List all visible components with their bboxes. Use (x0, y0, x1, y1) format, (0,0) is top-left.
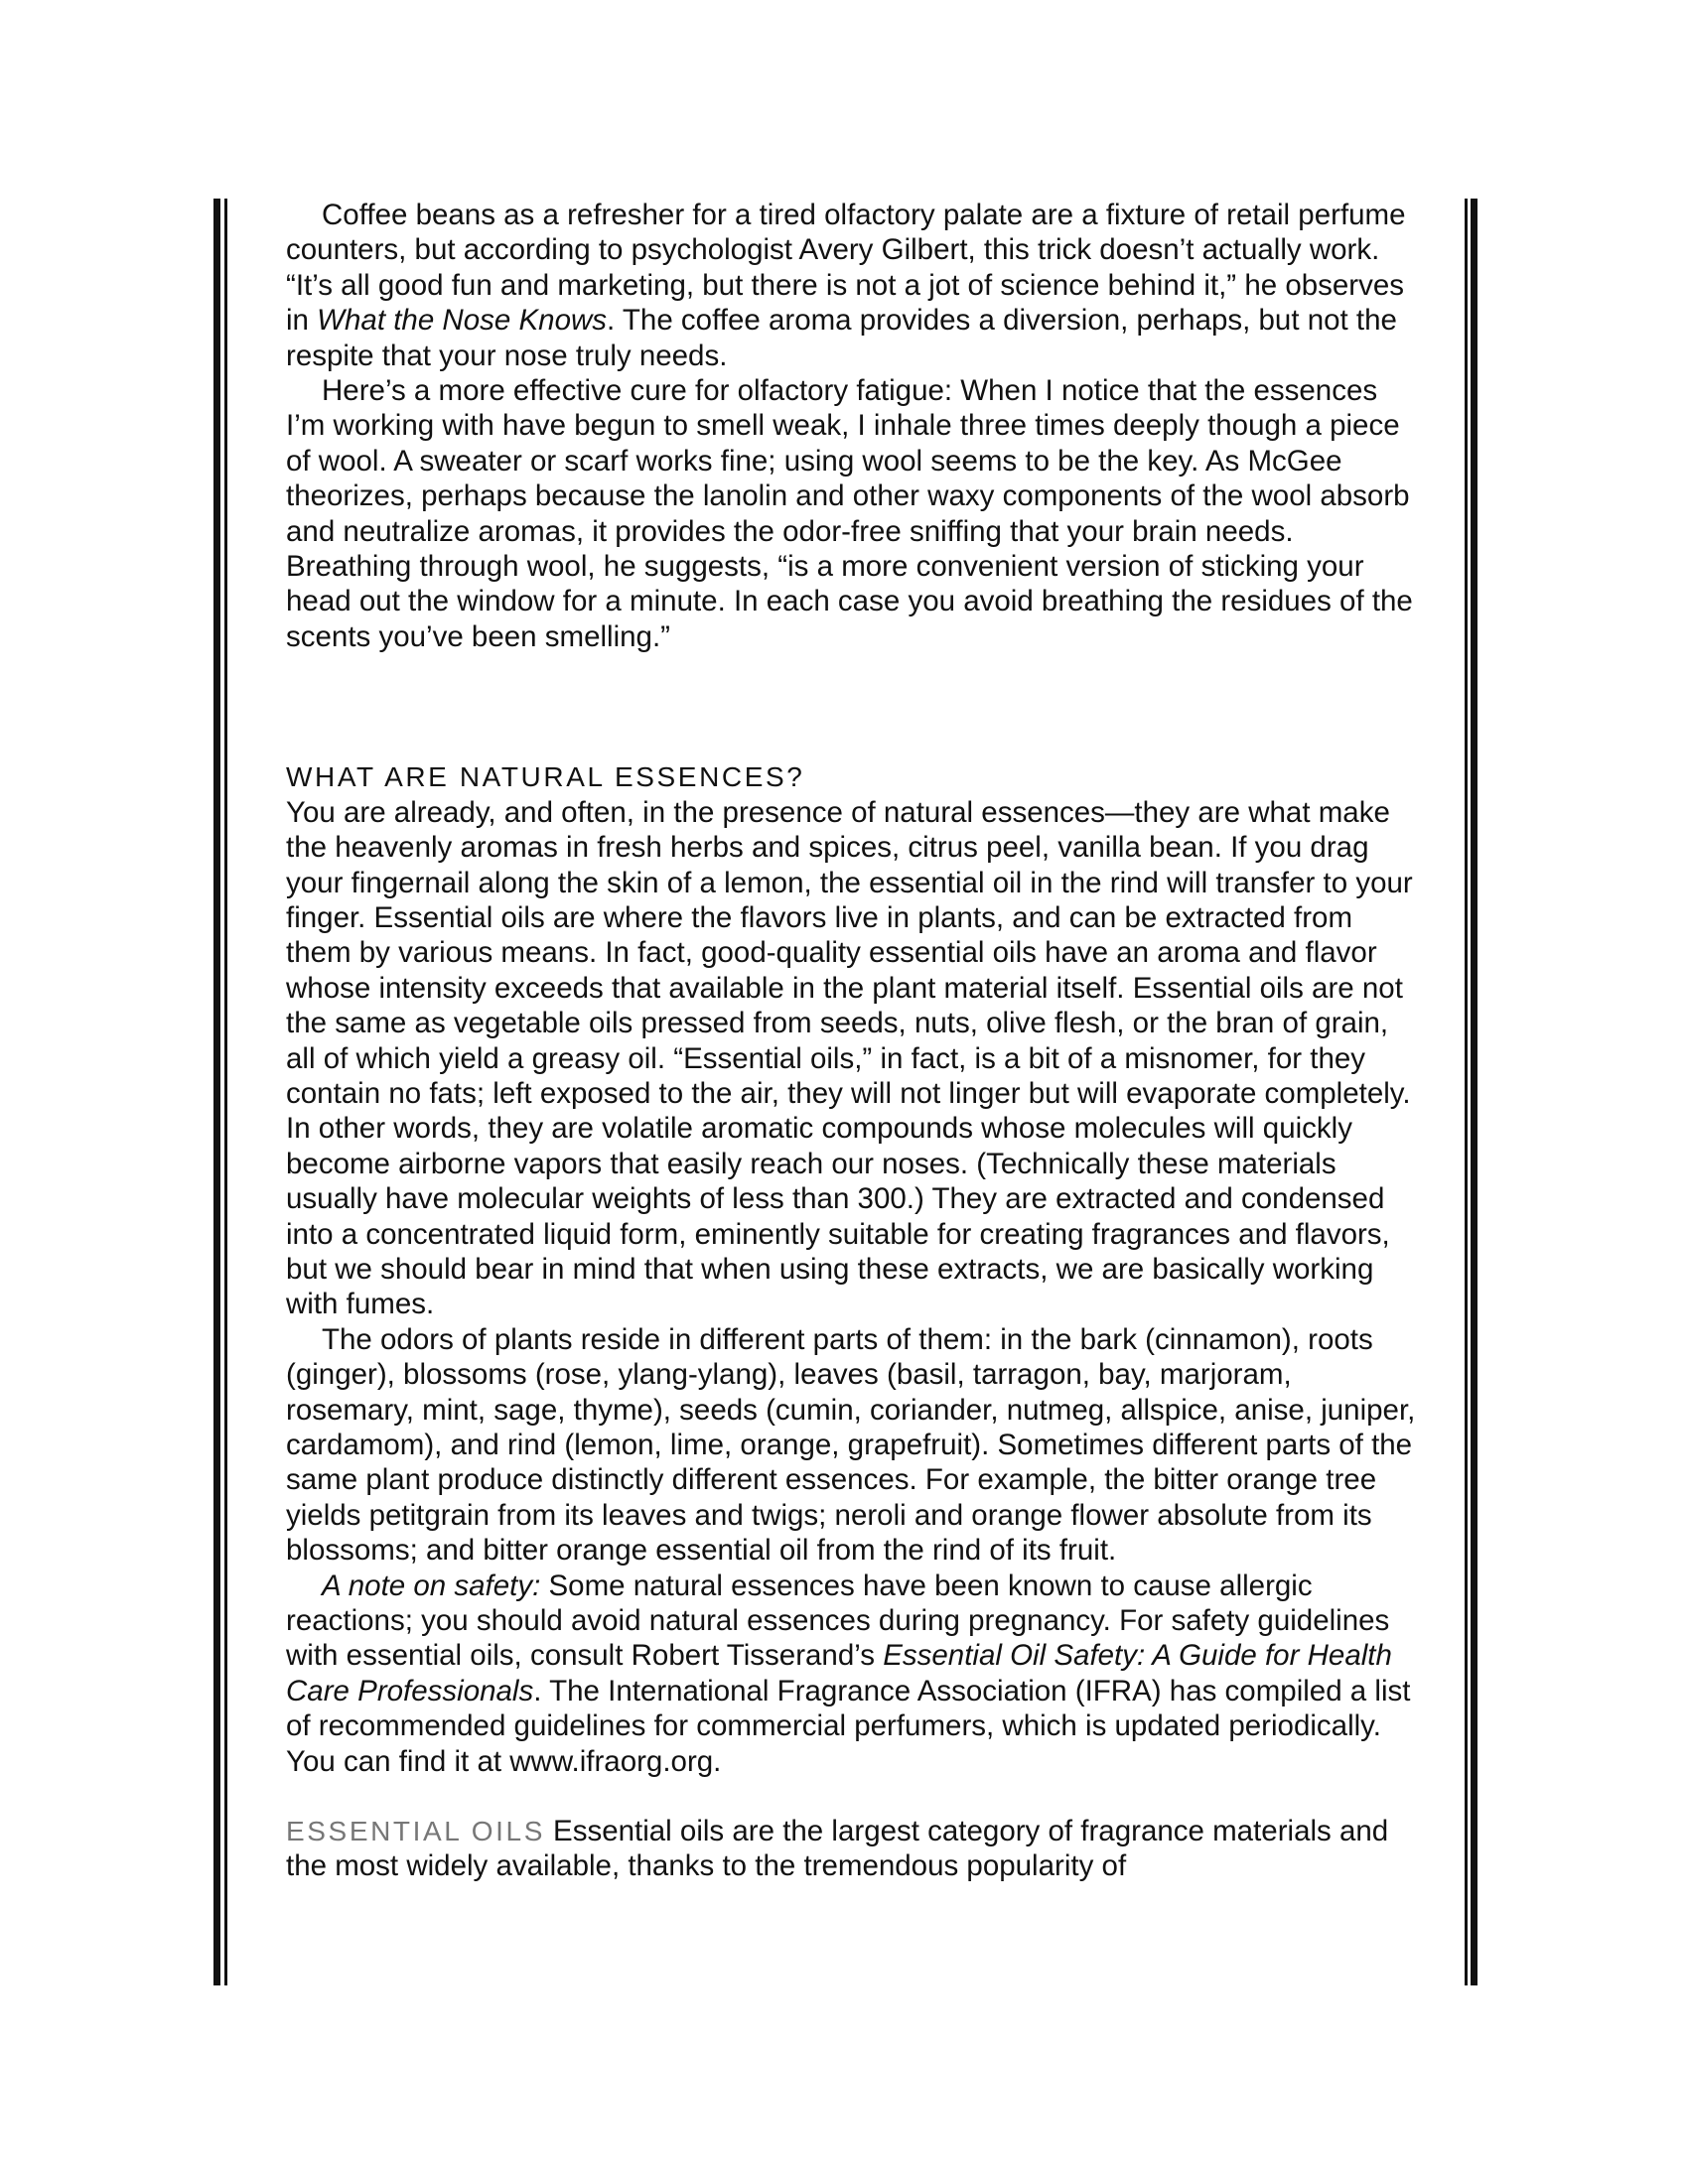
book-title: What the Nose Knows (317, 304, 608, 338)
section-heading: WHAT ARE NATURAL ESSENCES? (286, 761, 805, 793)
paragraph-coffee-beans: Coffee beans as a refresher for a tired olfactory palate are a fixture of retail perfume counters, but according to psychologist Avery Gilbert, this trick doesn’t actually work. “It’s all good fun and marketing, but there is not a jot of science behind it,” he observes in What the Nose Knows. The coffee aroma provides a diversion, perhaps, but not the respite that your nose truly needs. (286, 199, 1406, 372)
paragraph-natural-essences: You are already, and often, in the presence of natural essences—they are what make the heavenly aromas in fresh herbs and spices, citrus peel, vanilla bean. If you drag your fingernail along the skin of a lemon, the essential oil in the rind will transfer to your finger. Essential oils are where the flavors live in plants, and can be extracted from them by various means. In fact, good-quality essential oils have an aroma and flavor whose intensity exceeds that available in the plant material itself. Essential oils are not the same as vegetable oils pressed from seeds, nuts, olive flesh, or the bran of grain, all of which yield a greasy oil. “Essential oils,” in fact, is a bit of a misnomer, for they contain no fats; left exposed to the air, they will not linger but will evaporate completely. In other words, they are volatile aromatic compounds whose molecules will quickly become airborne vapors that easily reach our noses. (Technically these materials usually have molecular weights of less than 300.) They are extracted and condensed into a concentrated liquid form, eminently suitable for creating fragrances and flavors, but we should bear in mind that when using these extracts, we are basically working with fumes. (286, 795, 1413, 1321)
left-margin-rule (213, 199, 229, 1985)
subsection-heading: ESSENTIAL OILS (286, 1816, 546, 1847)
paragraph-plant-odors: The odors of plants reside in different parts of them: in the bark (cinnamon), roots (ginger), blossoms (rose, ylang-ylang), leaves (basil, tarragon, bay, marjoram, rosemary, mint, sage, thyme), seeds (cumin, coriander, nutmeg, allspice, anise, juniper, cardamom), and rind (lemon, lime, orange, grapefruit). Sometimes different parts of the same plant produce distinctly different essences. For example, the bitter orange tree yields petitgrain from its leaves and twigs; neroli and orange flower absolute from its blossoms; and bitter orange essential oil from the rind of its fruit. (286, 1322, 1416, 1568)
paragraph-safety-note: A note on safety: Some natural essences have been known to cause allergic reactions; you should avoid natural essences during pregnancy. For safety guidelines with essential oils, consult Robert Tisserand’s Essential Oil Safety: A Guide for Health Care Professionals. The International Fragrance Association (IFRA) has compiled a list of recommended guidelines for commercial perfumers, which is updated periodically. You can find it at www.ifraorg.org. (286, 1569, 1411, 1778)
paragraph-wool-cure: Here’s a more effective cure for olfactory fatigue: When I notice that the essences I’m working with have begun to smell weak, I inhale three times deeply though a piece of wool. A sweater or scarf works fine; using wool seems to be the key. As McGee theorizes, perhaps because the lanolin and other waxy components of the wool absorb and neutralize aromas, it provides the odor-free sniffing that your brain needs. Breathing through wool, he suggests, “is a more convenient version of sticking your head out the window for a minute. In each case you avoid breathing the residues of the scents you’ve been smelling.” (286, 374, 1413, 653)
book-title: Essential Oil Safety: A Guide for Health Care Professionals (286, 1639, 1392, 1707)
body-text (286, 198, 1418, 1884)
safety-lead: A note on safety: (322, 1569, 541, 1602)
right-margin-rule (1465, 199, 1480, 1985)
paragraph-essential-oils: ESSENTIAL OILS Essential oils are the largest category of fragrance materials and the most widely available, thanks to the tremendous popularity of (286, 1815, 1389, 1883)
